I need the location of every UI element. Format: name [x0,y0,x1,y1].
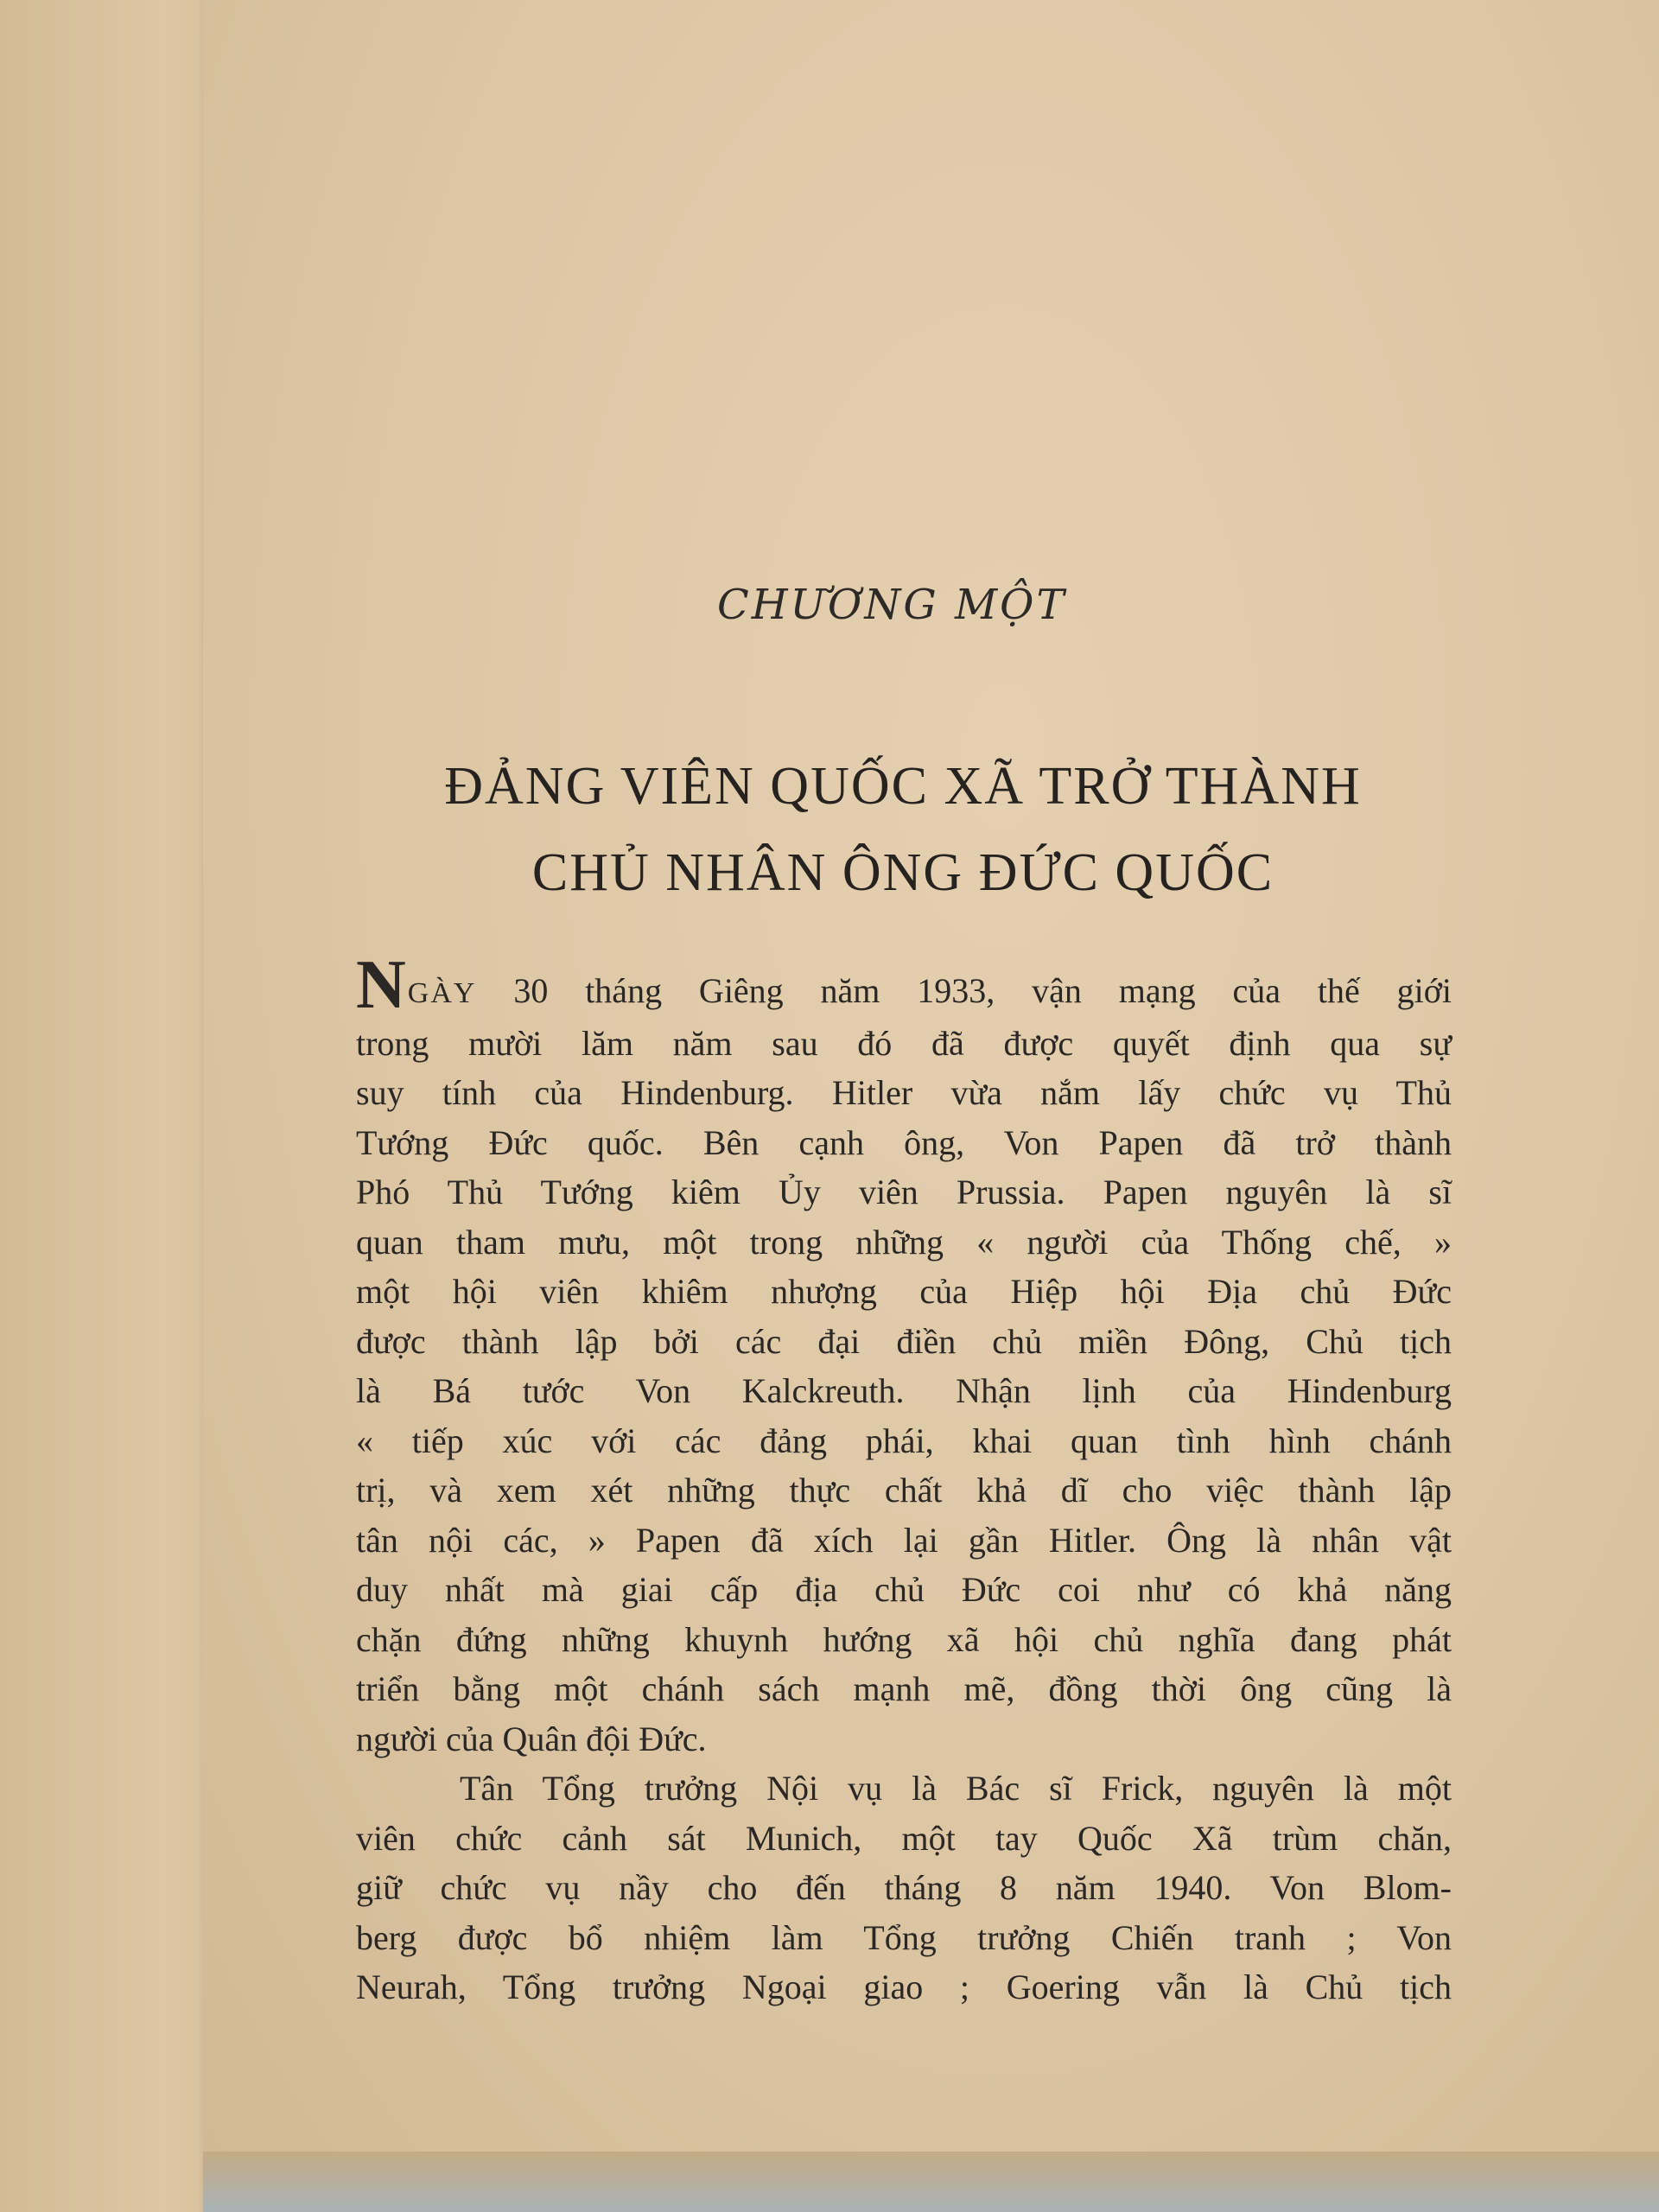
text-line: viên chức cảnh sát Munich, một tay Quốc Xã trùm chăn, [356,1818,1452,1858]
text-line-rest: 30 tháng Giêng năm 1933, vận mạng của thế giới [513,971,1452,1010]
text-line: người của Quân đội Đức. [356,1719,707,1758]
chapter-title [346,743,1460,916]
text-line: trong mười lăm năm sau đó đã được quyết định qua sự [356,1023,1452,1063]
text-line: trị, và xem xét những thực chất khả dĩ cho việc thành lập [356,1471,1452,1510]
text-line: Phó Thủ Tướng kiêm Ủy viên Prussia. Papen nguyên là sĩ [356,1173,1452,1211]
text-line: Tân Tổng trưởng Nội vụ là Bác sĩ Frick, nguyên là một [460,1769,1452,1808]
text-line: quan tham mưu, một trong những « người của Thống chế, » [356,1222,1452,1262]
text-line: Tướng Đức quốc. Bên cạnh ông, Von Papen đã trở thành [356,1122,1452,1162]
text-line: tân nội các, » Papen đã xích lại gần Hitler. Ông là nhân vật [356,1520,1452,1560]
first-word: GÀY [407,977,477,1009]
text-line: Neurah, Tổng trưởng Ngoại giao ; Goering vẫn là Chủ tịch [356,1967,1452,2006]
chapter-title-line-1: ĐẢNG VIÊN QUỐC XÃ TRỞ THÀNH [444,757,1362,816]
text-line: duy nhất mà giai cấp địa chủ Đức coi như có khả năng [356,1570,1452,1609]
text-line: suy tính của Hindenburg. Hitler vừa nắm lấy chức vụ Thủ [356,1073,1452,1112]
text-line: một hội viên khiêm nhượng của Hiệp hội Địa chủ Đức [356,1272,1452,1311]
page-edge [203,2152,1659,2212]
text-line: được thành lập bởi các đại điền chủ miền Đông, Chủ tịch [356,1321,1452,1361]
text-line: « tiếp xúc với các đảng phái, khai quan tình hình chánh [356,1421,1452,1460]
text-line: berg được bổ nhiệm làm Tổng trưởng Chiến tranh ; Von [356,1917,1452,1957]
chapter-heading: CHƯƠNG MỘT [717,581,1067,629]
text-line [356,947,1452,1023]
body-text [356,947,1452,2012]
text-line: giữ chức vụ nầy cho đến tháng 8 năm 1940. Von Blom- [356,1868,1452,1907]
drop-cap: N [356,947,406,1023]
text-line: chặn đứng những khuynh hướng xã hội chủ nghĩa đang phát [356,1619,1452,1659]
text-line: triển bằng một chánh sách mạnh mẽ, đồng thời ông cũng là [356,1669,1452,1708]
text-line: là Bá tước Von Kalckreuth. Nhận lịnh của Hindenburg [356,1371,1452,1410]
chapter-title-line-2: CHỦ NHÂN ÔNG ĐỨC QUỐC [531,843,1274,902]
